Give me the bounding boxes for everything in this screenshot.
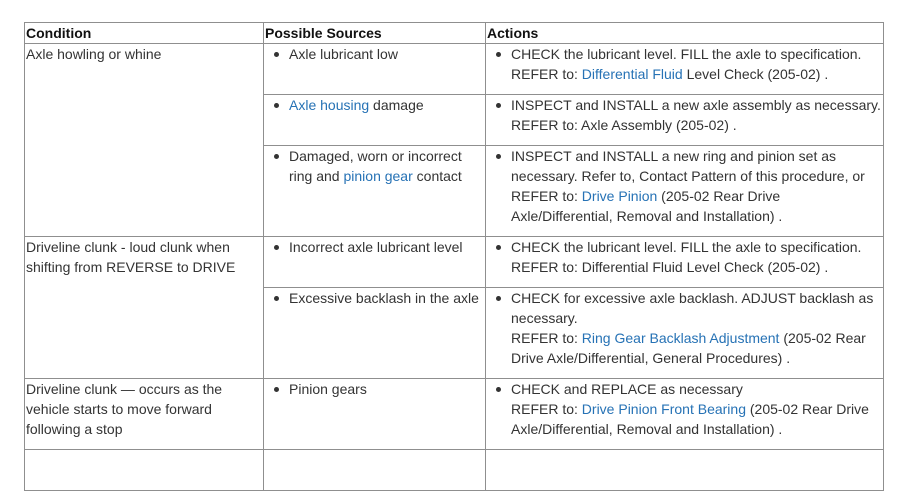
table-row (25, 379, 884, 450)
table-row (25, 237, 884, 288)
table-header-row (25, 23, 884, 44)
source-cell (264, 379, 486, 450)
action-item (511, 146, 883, 226)
refer-to: REFER to: Drive Pinion (205-02 Rear Drive Axle/Differential, Removal and Installation) . (511, 188, 783, 224)
link-drive-pinion-front-bearing[interactable]: Drive Pinion Front Bearing (581, 401, 746, 417)
source-item: Pinion gears (289, 379, 485, 399)
symptom-chart-table (24, 22, 884, 491)
diagnosis-table-container (24, 22, 884, 491)
link-pinion-gear[interactable]: pinion gear (343, 168, 413, 184)
source-cell (264, 237, 486, 288)
action-cell (486, 44, 884, 95)
action-text: CHECK the lubricant level. FILL the axle to specification. (511, 239, 862, 255)
table-row (25, 450, 884, 491)
action-text: INSPECT and INSTALL a new axle assembly as necessary. (511, 97, 881, 113)
source-item: Incorrect axle lubricant level (289, 237, 485, 257)
action-text: CHECK the lubricant level. FILL the axle to specification. (511, 46, 862, 62)
action-cell (486, 237, 884, 288)
action-item (511, 237, 883, 277)
refer-to: REFER to: Differential Fluid Level Check (205-02) . (511, 66, 829, 82)
action-cell (486, 288, 884, 379)
condition-cell (25, 450, 264, 491)
refer-to: REFER to: Ring Gear Backlash Adjustment (205-02 Rear Drive Axle/Differential, General Procedures) . (511, 330, 866, 366)
link-drive-pinion[interactable]: Drive Pinion (581, 188, 658, 204)
refer-to: REFER to: Drive Pinion Front Bearing (205-02 Rear Drive Axle/Differential, Removal and Installation) . (511, 401, 869, 437)
action-text: CHECK and REPLACE as necessary (511, 381, 743, 397)
link-differential-fluid[interactable]: Differential Fluid (581, 66, 683, 82)
action-item (511, 95, 883, 135)
source-cell (264, 450, 486, 491)
link-axle-housing[interactable]: Axle housing (289, 97, 370, 113)
table-row (25, 44, 884, 95)
condition-cell: Driveline clunk — occurs as the vehicle starts to move forward following a stop (25, 379, 264, 450)
action-item (511, 288, 883, 368)
action-cell (486, 379, 884, 450)
condition-cell: Driveline clunk - loud clunk when shifting from REVERSE to DRIVE (25, 237, 264, 379)
header-possible-sources: Possible Sources (264, 23, 486, 44)
action-item (511, 379, 883, 439)
action-item (511, 44, 883, 84)
source-cell (264, 44, 486, 95)
action-cell (486, 450, 884, 491)
refer-to: REFER to: Differential Fluid Level Check (205-02) . (511, 259, 829, 275)
header-actions: Actions (486, 23, 884, 44)
action-text: CHECK for excessive axle backlash. ADJUST backlash as necessary. (511, 290, 874, 326)
source-item: Axle housing damage (289, 95, 485, 115)
header-condition: Condition (25, 23, 264, 44)
link-ring-gear-backlash[interactable]: Ring Gear Backlash Adjustment (581, 330, 780, 346)
refer-to: REFER to: Axle Assembly (205-02) . (511, 117, 737, 133)
source-item: Axle lubricant low (289, 44, 485, 64)
source-cell (264, 288, 486, 379)
action-cell (486, 146, 884, 237)
action-cell (486, 95, 884, 146)
source-item: Excessive backlash in the axle (289, 288, 485, 308)
source-cell (264, 146, 486, 237)
source-item: Damaged, worn or incorrect ring and pinion gear contact (289, 146, 485, 186)
source-cell (264, 95, 486, 146)
condition-cell: Axle howling or whine (25, 44, 264, 237)
action-text: INSPECT and INSTALL a new ring and pinion set as necessary. Refer to, Contact Pattern of this procedure, or (511, 148, 865, 184)
